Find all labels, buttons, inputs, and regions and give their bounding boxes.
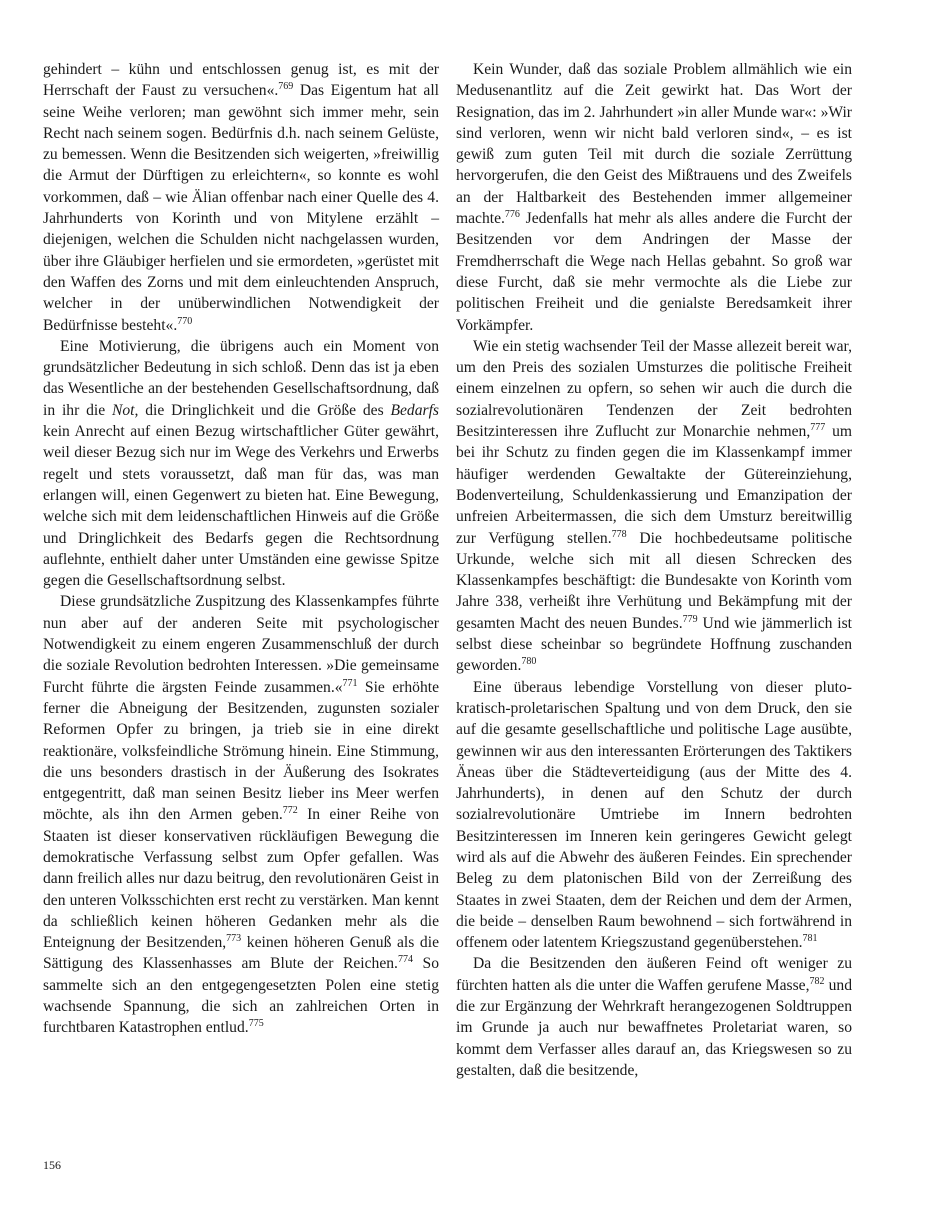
footnote-ref[interactable]: 771 (342, 677, 358, 689)
footnote-ref[interactable]: 778 (611, 528, 627, 540)
paragraph: gehindert – kühn und entschlossen genug ist, es mit der Herrschaft der Faust zu versuchen«.$^{769}$ Das Eigentum hat all seine Weihe verloren; man gewöhnt sich immer mehr, sein Recht nach seinem sogen. Bedürfnis d.h. nach seinem Gelüste, zu bemessen. Wenn die Besitzenden sich weigerten, »freiwillig die Armut der Dürftigen zu erleichtern«, so konnte es wohl vorkommen, daß – wie Älian offenbar nach einer Quelle des 4. Jahrhunderts von Korinth und von Mitylene erzählt – diejenigen, welchen die Schulden nicht nachgelassen wurden, über ihre Gläubiger herfielen und sie ermordeten, »gerüstet mit den Waffen des Zorns und mit dem einleuchtenden Anspruch, welcher in der unüberwindlichen Notwendigkeit der Bedürfnisse besteht«.$^{770}$ (43, 61, 439, 334)
page-number: 156 (43, 1158, 61, 1172)
paragraph: Kein Wunder, daß das soziale Problem allmählich wie ein Medusenantlitz auf die Zeit gewirkt hat. Das Wort der Resignation, das im 2. Jahrhundert »in aller Munde war«: »Wir sind verloren, wenn wir nicht bald verloren sind«, – es ist gewiß zum guten Teil mit durch die soziale Zerrüttung hervorgerufen, die den Geist des Mißtrauens und des Zweifels an der Haltbarkeit des Bestehenden immer allgemeiner machte.$^{776}$ Jedenfalls hat mehr als alles andere die Furcht der Besitzenden vor dem Andringen der Masse der Fremdherrschaft die Wege nach Hellas gebahnt. So groß war diese Furcht, daß sie mehr vermochte als die Liebe zur politischen Freiheit und die genialste Beredsamkeit ihrer Vorkämpfer. (456, 61, 852, 334)
footnote-ref[interactable]: 779 (682, 613, 698, 625)
footnote-ref[interactable]: 769 (278, 81, 294, 93)
footnote-ref[interactable]: 773 (226, 933, 242, 945)
paragraph: Da die Besitzenden den äußeren Feind oft weniger zu fürchten hatten als die unter die Waffen gerufene Masse,$^{782}$ und die zur Ergänzung der Wehrkraft herangezogenen Soldtruppen im Grunde ja auch nur bewaffnetes Proletariat waren, so kommt dem Verfasser alles darauf an, das Kriegswesen so zu gestalten, daß die besitzende, (456, 955, 853, 1079)
footnote-ref[interactable]: 770 (177, 315, 193, 327)
footnote-ref[interactable]: 782 (809, 975, 825, 987)
left-column (43, 59, 439, 1039)
paragraph: Wie ein stetig wachsender Teil der Masse allezeit bereit war, um den Preis des sozialen Umsturzes die politische Freiheit einem einzelnen zu opfern, so sehen wir auch die durch die sozialrevolutionären Tendenzen der Zeit bedrohten Besitzinteressen ihre Zuflucht zur Monarchie nehmen,$^{777}$ um bei ihr Schutz zu finden gegen die im Klassenkampf immer häufiger werdenden Gewaltakte der Gütereinziehung, Bodenverteilung, Schuldenkassierung und Emanzipation der unfreien Arbeitermassen, die sich dem Umsturz bereitwillig zur Verfügung stellen.$^{778}$ Die hochbedeutsame politische Urkunde, welche sich mit all diesen Schrecken des Klassenkampfes beschäftigt: die Bundesakte von Korinth vom Jahre 338, verheißt ihre Verhütung und Bekämpfung mit der gesamten Macht des neuen Bundes.$^{779}$ Und wie jämmerlich ist selbst diese scheinbar so begründete Hoffnung zuschanden geworden.$^{780}$ (456, 337, 852, 675)
emphasis: Not, (111, 401, 139, 419)
paragraph: Eine Motivierung, die übrigens auch ein Moment von grundsätzlicher Bedeutung in sich schloß. Denn das ist ja eben das Wesentliche an der bestehenden Gesellschaftsordnung, daß in ihr die Not, die Dringlichkeit und die Größe des Bedarfs kein Anrecht auf einen Bezug wirtschaftlicher Güter gewährt, weil dieser Bezug sich nur im Wege des Verkehrs und Erwerbs regelt und stets voraussetzt, daß man für das, was man erlangen will, einen Gegenwert zu bieten hat. Eine Bewegung, welche sich mit dem leidenschaftlichen Hinweis auf die Größe und Dringlichkeit des Bedarfs gegen die Rechtsordnung auflehnte, enthielt daher unter Umständen eine gewisse Spitze gegen die Gesellschaftsordnung selbst. (43, 337, 439, 590)
footnote-ref[interactable]: 780 (521, 656, 537, 668)
footnote-ref[interactable]: 777 (810, 422, 826, 434)
paragraph: Diese grundsätzliche Zuspitzung des Klassenkampfes führte nun aber auf der anderen Seite mit psychologischer Notwendigkeit zu einem engeren Zusammenschluß der durch die soziale Revolution bedrohten Interessen. »Die gemeinsame Furcht führte die ärgsten Feinde zusammen.«$^{771}$ Sie erhöhte ferner die Abneigung der Besitzenden, zugunsten sozialer Reformen Opfer zu bringen, ja trieb sie in eine direkt reaktionäre, volksfeindliche Strömung hinein. Eine Stimmung, die uns besonders drastisch in der Äußerung des Isokrates entgegentritt, daß man seinen Besitz lieber ins Meer werfen möchte, als ihn den Armen geben.$^{772}$ In einer Reihe von Staaten ist dieser konservativen rückläufigen Bewegung die demokratische Verfassung selbst zum Opfer gefallen. Was dann freilich alles nur dazu beitrug, den revolutionären Geist in den unteren Volksschichten erst recht zu verstärken. Man kennt da schließlich keinen höheren Gedanken mehr als die Enteignung der Besitzenden,$^{773}$ keinen höheren Genuß als die Sättigung des Klassenhasses am Blute der Reichen.$^{774}$ So sammelte sich an den entgegengesetzten Polen eine stetig wachsende Spannung, die sich an zahlreichen Orten in furchtbaren Katastrophen entlud.$^{775}$ (43, 593, 440, 1037)
emphasis: Bedarfs (390, 401, 439, 419)
paragraph: Eine überaus lebendige Vorstellung von dieser plutokratisch-proletarischen Spaltung und von dem Druck, den sie auf die gesamte gesellschaftliche und politische Lage ausübte, gewinnen wir aus den interessanten Erörterungen des Taktikers Äneas über die Städteverteidigung (aus der Mitte des 4. Jahrhunderts), in denen auf den Schutz der durch sozialrevolutionäre Umtriebe im Innern bedrohten Besitzinteressen im Inneren kein geringeres Gewicht gelegt wird als auf die Abwehr des äußeren Feindes. Ein sprechender Beleg zu dem platonischen Bild von der Zerreißung des Staates in zwei Staaten, dem der Reichen und dem der Armen, die beide – denselben Raum bewohnend – sich fortwährend in offenem oder latentem Kriegszustand gegenüberstehen.$^{781}$ (456, 678, 852, 952)
footnote-ref[interactable]: 772 (282, 805, 298, 817)
right-column (456, 59, 852, 1081)
footnote-ref[interactable]: 781 (802, 933, 818, 945)
footnote-ref[interactable]: 774 (397, 954, 413, 966)
footnote-ref[interactable]: 776 (504, 209, 520, 221)
footnote-ref[interactable]: 775 (248, 1018, 264, 1030)
